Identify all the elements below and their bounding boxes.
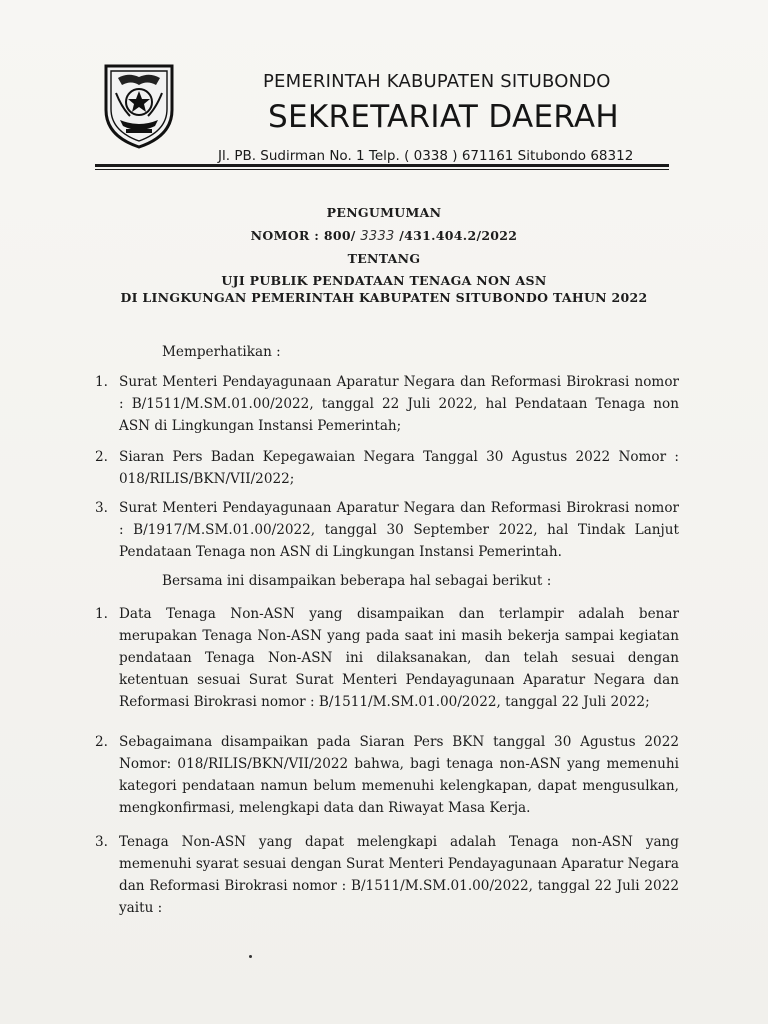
- list-item: [95, 831, 679, 919]
- list-item-text: Sebagaimana disampaikan pada Siaran Pers BKN tanggal 30 Agustus 2022 Nomor: 018/RILIS/BKN/VII/2022 bahwa, bagi tenaga non-ASN yang memenuhi kategori pendataan namun belum memenuhi kelengkapan, dapat mengusulkan, mengkonfirmasi, melengkapi data dan Riwayat Masa Kerja.: [119, 734, 679, 816]
- announcement-heading: PENGUMUMAN: [326, 205, 442, 220]
- list-item: [95, 497, 679, 563]
- list-item-text: Surat Menteri Pendayagunaan Aparatur Negara dan Reformasi Birokrasi nomor : B/1511/M.SM.01.00/2022, tanggal 22 Juli 2022, hal Pendataan Tenaga non ASN di Lingkungan Instansi Pemerintah;: [119, 374, 679, 434]
- subject-line-1: UJI PUBLIK PENDATAAN TENAGA NON ASN: [221, 273, 547, 288]
- list-item: [95, 731, 679, 819]
- number-prefix: NOMOR : 800/: [250, 228, 356, 243]
- list-item: [95, 446, 679, 490]
- list-item-text: Data Tenaga Non-ASN yang disampaikan dan terlampir adalah benar merupakan Tenaga Non-ASN yang pada saat ini masih bekerja sampai kegiatan pendataan Tenaga Non-ASN ini dilaksanakan, dan telah sesuai dengan ketentuan sesuai Surat Surat Menteri Pendayagunaan Aparatur Negara dan Reformasi Birokrasi nomor : B/1511/M.SM.01.00/2022, tanggal 22 Juli 2022;: [119, 606, 679, 710]
- announcement-intro: Bersama ini disampaikan beberapa hal sebagai berikut :: [162, 573, 552, 589]
- about-label: TENTANG: [347, 251, 421, 266]
- letterhead-rule-thin: [95, 169, 669, 170]
- list-item: [95, 371, 679, 437]
- list-marker: 2.: [95, 734, 108, 750]
- office-address: Jl. PB. Sudirman No. 1 Telp. ( 0338 ) 671161 Situbondo 68312: [218, 148, 634, 164]
- list-marker: 1.: [95, 606, 108, 622]
- ink-speck: [249, 955, 252, 958]
- list-item-text: Siaran Pers Badan Kepegawaian Negara Tanggal 30 Agustus 2022 Nomor : 018/RILIS/BKN/VII/2022;: [119, 449, 679, 487]
- list-item-text: Surat Menteri Pendayagunaan Aparatur Negara dan Reformasi Birokrasi nomor : B/1917/M.SM.01.00/2022, tanggal 30 September 2022, hal Tindak Lanjut Pendataan Tenaga non ASN di Lingkungan Instansi Pemerintah.: [119, 500, 679, 560]
- list-marker: 3.: [95, 834, 108, 850]
- list-marker: 3.: [95, 500, 108, 516]
- list-item-text: Tenaga Non-ASN yang dapat melengkapi adalah Tenaga non-ASN yang memenuhi syarat sesuai dengan Surat Menteri Pendayagunaan Aparatur Negara dan Reformasi Birokrasi nomor : B/1511/M.SM.01.00/2022, tanggal 22 Juli 2022 yaitu :: [119, 834, 679, 916]
- list-marker: 2.: [95, 449, 108, 465]
- number-suffix: /431.404.2/2022: [399, 228, 518, 243]
- subject-line-2: DI LINGKUNGAN PEMERINTAH KABUPATEN SITUBONDO TAHUN 2022: [120, 290, 648, 305]
- considering-label: Memperhatikan :: [162, 344, 281, 360]
- regency-emblem-icon: [100, 58, 178, 150]
- list-marker: 1.: [95, 374, 108, 390]
- letterhead-rule-thick: [95, 164, 669, 167]
- office-name: SEKRETARIAT DAERAH: [268, 99, 620, 135]
- government-name: PEMERINTAH KABUPATEN SITUBONDO: [263, 71, 611, 92]
- number-handwritten: 3333: [360, 229, 395, 244]
- list-item: [95, 603, 679, 713]
- announcement-number: [0, 228, 768, 244]
